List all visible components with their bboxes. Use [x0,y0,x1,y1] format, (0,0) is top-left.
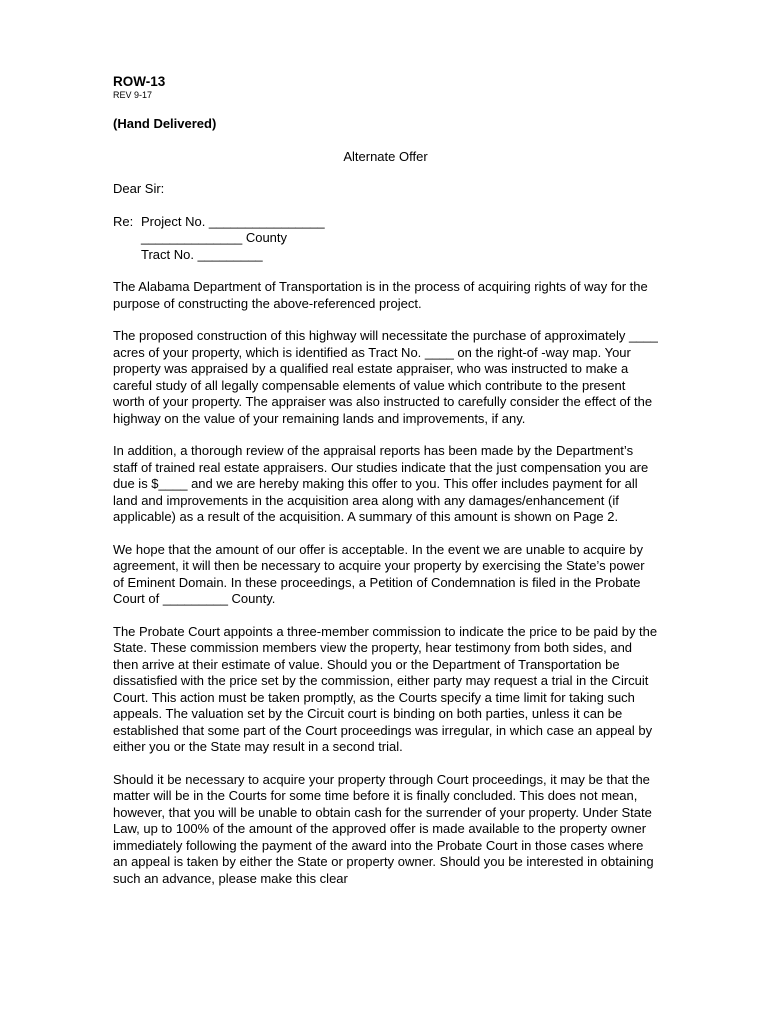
letter-page [113,74,658,887]
paragraph-eminent-domain: We hope that the amount of our offer is acceptable. In the event we are unable to acquire by agreement, it will then be necessary to acquire your property by exercising the State’s power of Eminent Domain. In these proceedings, a Petition of Condemnation is filed in the Probate Court of _________ County. [113,541,645,606]
paragraph-probate-court: The Probate Court appoints a three-member commission to indicate the price to be paid by the State. These commission members view the property, hear testimony from both sides, and then arrive at their estimate of value. Should you or the Department of Transportation be dissatisfied with the price set by the commission, either party may request a trial in the Circuit Court. This action must be taken promptly, as the Courts specify a time limit for taking such appeals. The valuation set by the Circuit court is binding on both parties, unless it can be established that some part of the Court proceedings was irregular, in which case an appeal by either you or the State may result in a second trial. [113,623,658,754]
paragraph-intro: The Alabama Department of Transportation is in the process of acquiring rights of way for the purpose of constructing the above-referenced project. [113,279,648,311]
delivery-method: (Hand Delivered) [113,116,217,131]
reference-label: Re: [113,213,134,229]
reference-block [113,214,658,264]
paragraph-review: In addition, a thorough review of the appraisal reports has been made by the Department’s staff of trained real estate appraisers. Our studies indicate that the just compensation you are due is $____ and we are hereby making this offer to you. This offer includes payment for all land and improvements in the acquisition area along with any damages/enhancement (if applicable) as a result of the acquisition. A summary of this amount is shown on Page 2. [113,443,649,524]
form-id: ROW-13 [113,74,166,89]
revision-label: REV 9-17 [113,90,153,100]
county-line: ______________ County [141,230,288,245]
document-title: Alternate Offer [343,148,428,164]
paragraph-court-proceedings: Should it be necessary to acquire your property through Court proceedings, it may be that the matter will be in the Courts for some time before it is finally concluded. This does not mean, however, that you will be unable to obtain cash for the surrender of your property. Under State Law, up to 100% of the amount of the approved offer is made available to the property owner immediately following the payment of the award into the Probate Court in those cases where an appeal is taken by either the State or property owner. Should you be interested in obtaining such an advance, please make this clear [113,771,654,886]
reference-lines [141,214,325,264]
paragraph-construction: The proposed construction of this highway will necessitate the purchase of approximately ____ acres of your property, which is identified as Tract No. ____ on the right-of -way map. Your property was appraised by a qualified real estate appraiser, who was instructed to make a careful study of all legally compensable elements of value which contribute to the present worth of your property. The appraiser was also instructed to carefully consider the effect of the highway on the value of your remaining lands and improvements, if any. [113,328,658,426]
project-number-line: Project No. ________________ [141,213,325,229]
tract-number-line: Tract No. _________ [141,246,263,262]
salutation: Dear Sir: [113,181,165,196]
